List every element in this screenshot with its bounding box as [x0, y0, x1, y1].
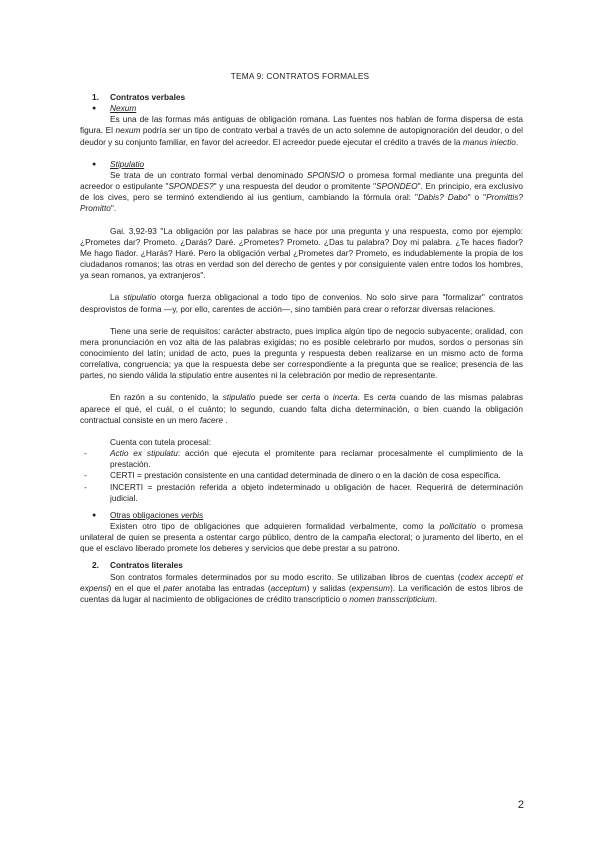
document-title: TEMA 9: CONTRATOS FORMALES	[230, 71, 370, 81]
page-number: 2	[517, 799, 524, 811]
list-item: - INCERTI = prestación referida a objeto indeterminado u obligación de hacer. Requerirá de determinación judicial.	[84, 481, 523, 503]
bullet-otras-obligaciones	[80, 510, 523, 521]
section-title: Contratos verbales	[110, 92, 186, 102]
section-heading-contratos-literales	[80, 560, 523, 571]
bullet-icon: ●	[92, 105, 97, 113]
list-item: - Actio ex stipulatu: acción que ejecuta el promitente para reclamar procesalmente el cumplimiento de la prestación.	[84, 448, 523, 470]
paragraph-tutela-procesal: Cuenta con tutela procesal:	[110, 436, 212, 447]
bullet-nexum	[80, 103, 523, 114]
bullet-stipulatio	[80, 159, 523, 170]
paragraph-stipulatio-fuerza: La stipulatio otorga fuerza obligacional a todo tipo de convenios. No solo sirve para "formalizar" contratos desprovistos de forma —y, por ello, carentes de acción—, sino también para crear o reforzar diversas relaciones.	[80, 292, 523, 314]
paragraph-requisitos: Tiene una serie de requisitos: carácter abstracto, pues implica algún tipo de negocio subyacente; oralidad, con mera pronunciación en voz alta de las palabras exigidas; no es posible celebrarlo por mudos, sordos o personas sin conocimiento del latín; unidad de acto, pues la pregunta y respuesta deben realizarse en un mismo acto de forma correlativa, congruencia; ya que la respuesta debe ser correspondiente a la pregunta que se realice; presencia de las partes, no siendo válida la stipulatio entre ausentes ni la celebración por medio de representante.	[80, 325, 523, 381]
bullet-label: Stipulatio	[110, 158, 145, 169]
list-item: - CERTI = prestación consistente en una cantidad determinada de dinero o en la dación de cosa específica.	[84, 470, 501, 481]
document-body	[80, 92, 523, 605]
paragraph-contratos-literales: Son contratos formales determinados por su modo escrito. Se utilizaban libros de cuentas (codex accepti et expensi) en el que el pater anotaba las entradas (acceptum) y salidas (expensum). La verificación de estos libros de cuentas da lugar al nacimiento de obligaciones de crédito transcripticio o nomen transscripticium.	[80, 571, 523, 604]
bullet-label: Nexum	[110, 103, 137, 114]
bullet-icon: ●	[92, 511, 97, 519]
section-heading-contratos-verbales	[80, 92, 523, 103]
section-title: Contratos literales	[110, 560, 183, 571]
section-number: 1.	[92, 92, 99, 102]
tutela-list	[80, 448, 523, 504]
bullet-label: Otras obligaciones verbis	[110, 509, 204, 520]
bullet-icon: ●	[92, 160, 97, 168]
paragraph-certa-incerta: En razón a su contenido, la stipulatio puede ser certa o incerta. Es certa cuando de las mismas palabras aparece el qué, el cuál, o el cuánto; lo segundo, cuando falta dicha determinación, o bien cuando la obligación contractual consiste en un mero facere .	[80, 392, 524, 425]
paragraph-gaius-quote: Gai. 3,92-93 "La obligación por las palabras se hace por una pregunta y una respuesta, como por ejemplo: ¿Prometes dar? Prometo. ¿Darás? Daré. ¿Prometes? Prometo. ¿Das tu palabra? Doy mi palabra. ¿Te haces fiador? Me hago fiador. ¿Harás? Haré. Pero la obligación verbal ¿Prometes dar? Prometo, es indudablemente la propia de los ciudadanos romanos; las otras en verdad son del derecho de gentes y por consiguiente valen entre todos los hombres, ya sean romanos, ya extranjeros".	[80, 225, 523, 281]
paragraph-otras-obligaciones: Existen otro tipo de obligaciones que adquieren formalidad verbalmente, como la pollicitatio o promesa unilateral de quien se presenta a ostentar cargo público, dentro de la campaña electoral; o juramento del liberto, en el que el esclavo liberado promete los deberes y servicios que debe prestar a su patrono.	[80, 521, 523, 554]
paragraph-stipulatio-definition: Se trata de un contrato formal verbal denominado SPONSIO o promesa formal mediante una pregunta del acreedor o estipulante "SPONDES?" y una respuesta del deudor o promitente "SPONDEO". En principio, era exclusivo de los cives, pero se terminó extendiendo al ius gentium, cambiando la fórmula oral: "Dabis? Dabo" o "Promittis? Promitto".	[80, 169, 523, 214]
section-number: 2.	[92, 560, 99, 571]
paragraph-nexum: Es una de las formas más antiguas de obligación romana. Las fuentes nos hablan de forma dispersa de esta figura. El nexum podría ser un tipo de contrato verbal a través de un acto solemne de autopignoración del deudor, o del deudor y su conjunto familiar, en favor del acreedor. El acreedor puede ejecutar el crédito a través de la manus iniectio.	[80, 114, 523, 147]
